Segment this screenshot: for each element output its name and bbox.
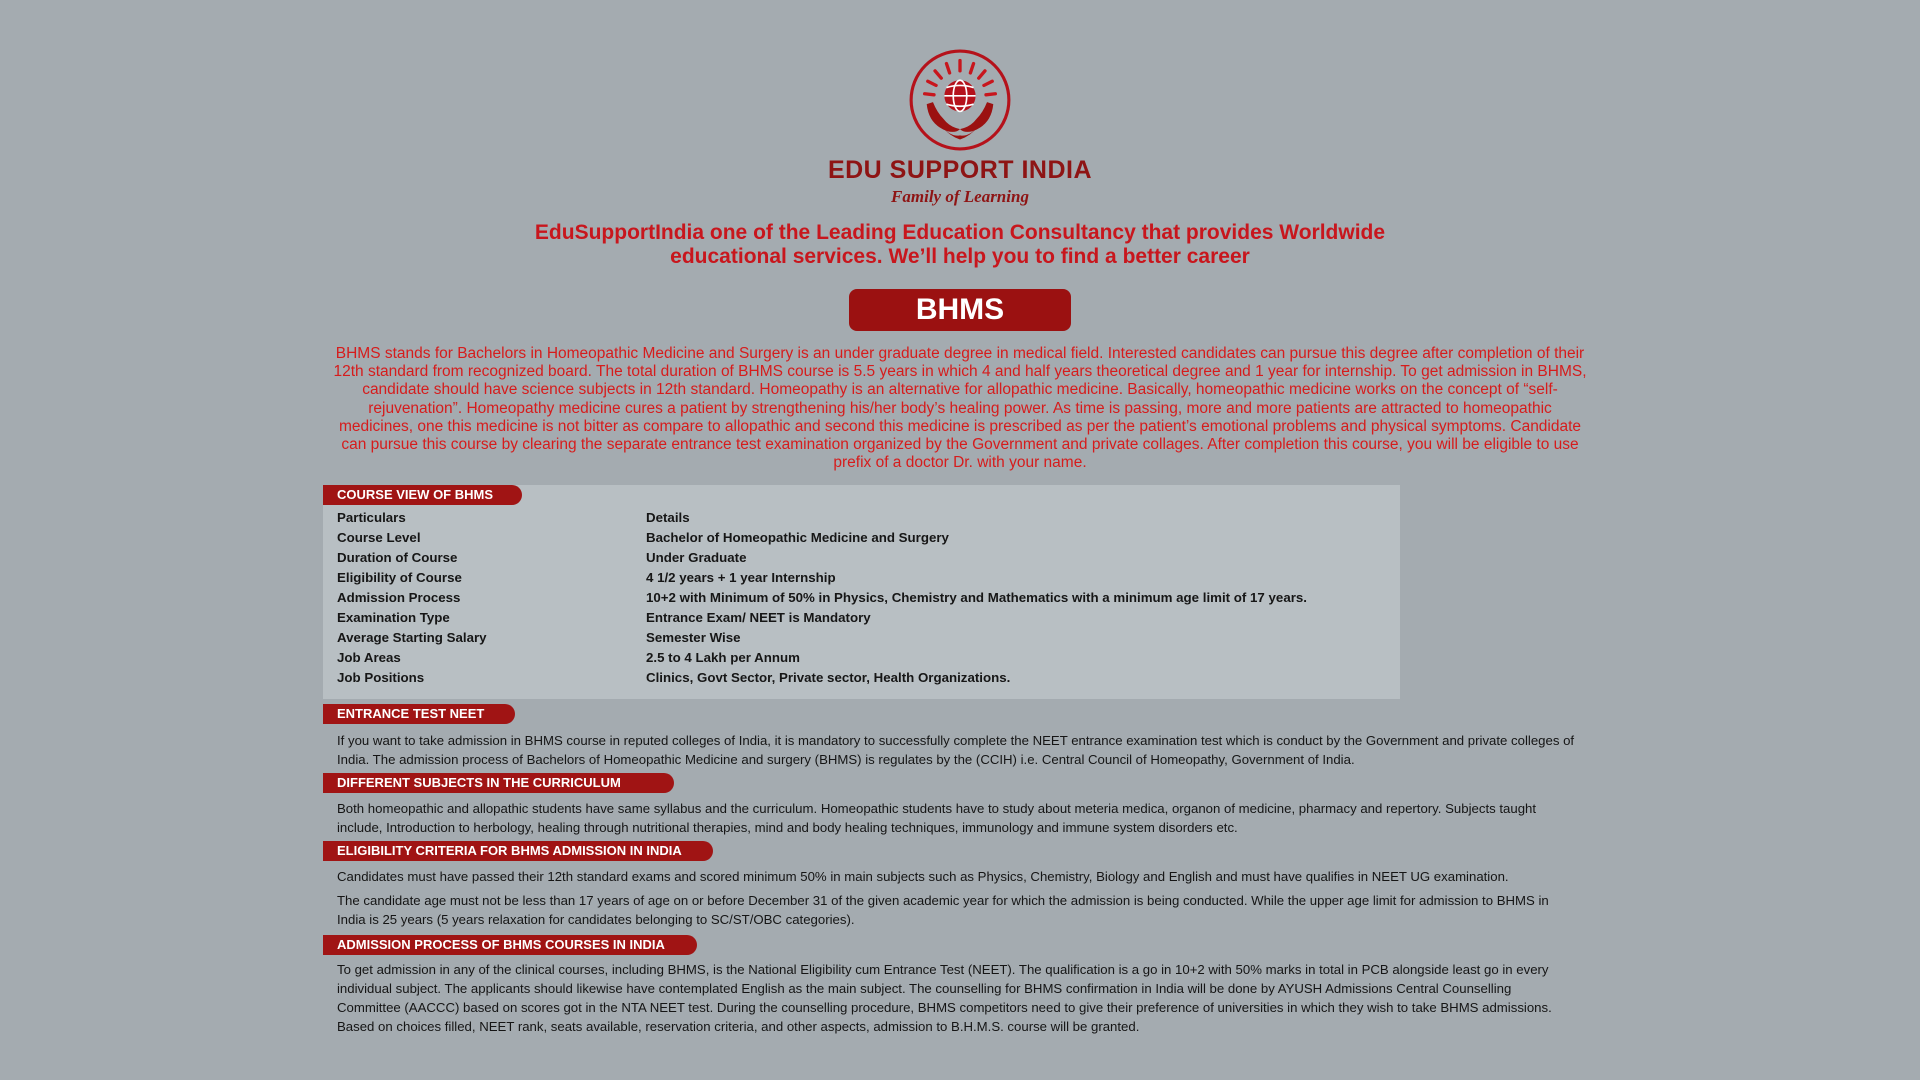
row-value: 2.5 to 4 Lakh per Annum — [646, 650, 800, 665]
row-value: Semester Wise — [646, 630, 741, 645]
table-row — [337, 568, 1397, 588]
section-heading-course-view: COURSE VIEW OF BHMS — [323, 485, 522, 505]
row-label: Duration of Course — [337, 550, 458, 565]
row-value: 4 1/2 years + 1 year Internship — [646, 570, 836, 585]
eligibility-paragraph-2: The candidate age must not be less than 17 years of age on or before December 31 of the given academic year for which the admission is being conducted. While the upper age limit for admission to BHMS in India is 25 years (5 years relaxation for candidates belonging to SC/ST/OBC categories). — [337, 893, 1549, 927]
row-label: Average Starting Salary — [337, 630, 487, 645]
row-label: Job Areas — [337, 650, 401, 665]
section-heading-subjects: DIFFERENT SUBJECTS IN THE CURRICULUM — [323, 773, 674, 793]
row-value: Clinics, Govt Sector, Private sector, Health Organizations. — [646, 670, 1011, 685]
brand-name: EDU SUPPORT INDIA — [827, 156, 1093, 184]
course-view-table — [337, 508, 1397, 688]
headline-line-2: educational services. We’ll help you to find a better career — [670, 245, 1250, 268]
entrance-paragraph: If you want to take admission in BHMS course in reputed colleges of India, it is mandatory to successfully complete the NEET entrance examination test which is conduct by the Government and private colleges of India. The admission process of Bachelors of Homeopathic Medicine and surgery (BHMS) is regulates by the (CCIH) i.e. Central Council of Homeopathy, Government of India. — [337, 733, 1575, 767]
table-row — [337, 668, 1397, 688]
table-row — [337, 648, 1397, 668]
table-row — [337, 548, 1397, 568]
row-label: Admission Process — [337, 590, 461, 605]
section-heading-entrance: ENTRANCE TEST NEET — [323, 704, 515, 724]
row-value: 10+2 with Minimum of 50% in Physics, Chemistry and Mathematics with a minimum age limit of 17 years. — [646, 590, 1307, 605]
admission-paragraph: To get admission in any of the clinical courses, including BHMS, is the National Eligibility cum Entrance Test (NEET). The qualification is a go in 10+2 with 50% marks in total in PCB alongside least go in every individual subject. The applicants should likewise have contemplated English as the main subject. The counselling for BHMS confirmation in India will be done by AYUSH Admissions Central Counselling Committee (AACCC) based on scores got in the NTA NEET test. During the counselling procedure, BHMS competitors need to give their preference of universities in which they wish to take BHMS admissions. Based on choices filled, NEET rank, seats available, reservation criteria, and other aspects, admission to B.H.M.S. course will be granted. — [337, 962, 1552, 1034]
row-value: Details — [646, 510, 690, 525]
row-label: Job Positions — [337, 670, 425, 685]
row-value: Entrance Exam/ NEET is Mandatory — [646, 610, 871, 625]
table-row — [337, 508, 1397, 528]
row-value: Bachelor of Homeopathic Medicine and Surgery — [646, 530, 949, 545]
headline — [460, 221, 1460, 269]
table-row — [337, 628, 1397, 648]
intro-paragraph: BHMS stands for Bachelors in Homeopathic Medicine and Surgery is an under graduate degree in medical field. Interested candidates can pursue this degree after completion of their 12th standard from recognized board. The total duration of BHMS course is 5.5 years in which 4 and half years theoretical degree and 1 year for internship. To get admission in BHMS, candidate should have science subjects in 12th standard. Homeopathy is an alternative for allopathic medicine. Basically, homeopathic medicine works on the concept of “self-rejuvenation”. Homeopathy medicine cures a patient by strengthening his/her body’s healing power. As time is passing, more and more patients are attracted to homeopathic medicines, one this medicine is not bitter as compare to allopathic and second this medicine is prescribed as per the patient’s emotional problems and physical symptoms. Candidate can pursue this course by clearing the separate entrance test examination organized by the Government and private collages. After completion this course, you will be eligible to use prefix of a doctor Dr. with your name. — [333, 345, 1587, 472]
row-label: Eligibility of Course — [337, 570, 462, 585]
section-heading-admission: ADMISSION PROCESS OF BHMS COURSES IN INDIA — [323, 935, 697, 955]
table-row — [337, 608, 1397, 628]
brand-logo — [0, 48, 1920, 207]
table-row — [337, 588, 1397, 608]
row-value: Under Graduate — [646, 550, 747, 565]
table-row — [337, 528, 1397, 548]
headline-line-1: EduSupportIndia one of the Leading Education Consultancy that provides Worldwide — [534, 221, 1386, 244]
row-label: Course Level — [337, 530, 421, 545]
page-title: BHMS — [849, 289, 1071, 331]
globe-hands-sunburst-icon — [908, 48, 1012, 152]
subjects-paragraph: Both homeopathic and allopathic students have same syllabus and the curriculum. Homeopathic students have to study about meteria medica, organon of medicine, pharmacy and repertory. Subjects taught include, Introduction to herbology, healing through nutritional therapies, mind and body healing techniques, immunology and immune system disorders etc. — [337, 801, 1537, 835]
section-heading-eligibility: ELIGIBILITY CRITERIA FOR BHMS ADMISSION IN INDIA — [323, 841, 713, 861]
brand-tagline: Family of Learning — [891, 187, 1029, 206]
row-label: Examination Type — [337, 610, 450, 625]
eligibility-paragraph-1: Candidates must have passed their 12th standard exams and scored minimum 50% in main subjects such as Physics, Chemistry, Biology and English and must have qualifies in NEET UG examination. — [337, 869, 1509, 884]
row-label: Particulars — [337, 510, 406, 525]
